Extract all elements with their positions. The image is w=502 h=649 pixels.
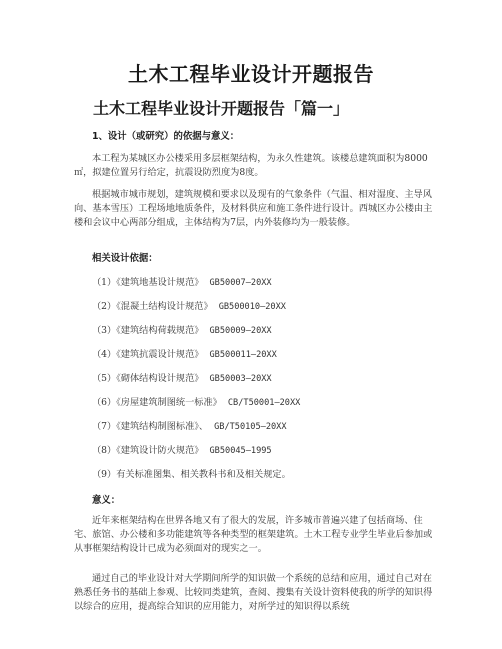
reference-item: （1）《建筑地基设计规范》 GB50007—20XX bbox=[92, 277, 272, 288]
paragraph-2: 根据城市城市规划，建筑规模和要求以及现有的气象条件（气温、相对湿度、主导风向、基本雪压）工程场地地质条件，及材料供应和施工条件进行设计。西城区办公楼由主楼和会议中心两部分组成，主体结构为7层，内外装修均为一般装修。 bbox=[74, 189, 433, 228]
paragraph-4: 通过自己的毕业设计对大学期间所学的知识做一个系统的总结和应用，通过自己对在熟悉任务书的基础上参观、比较同类建筑，查阅、搜集有关设计资料使我的所学的知识得以综合的应用，提高综合知识的应用能力，对所学过的知识得以系统 bbox=[74, 573, 433, 612]
reference-item: （5）《砌体结构设计规范》 GB50003—20XX bbox=[92, 373, 272, 384]
reference-item: （8）《建筑设计防火规范》 GB50045—1995 bbox=[92, 445, 272, 456]
basis-heading: 1、设计（或研究）的依据与意义： bbox=[92, 131, 240, 142]
reference-item: （3）《建筑结构荷载规范》 GB50009—20XX bbox=[92, 325, 272, 336]
document-title: 土木工程毕业设计开题报告 bbox=[128, 62, 374, 86]
reference-item: （6）《房屋建筑制图统一标准》 CB/T50001—20XX bbox=[92, 397, 301, 408]
paragraph-3: 近年来框架结构在世界各地又有了很大的发展，许多城市普遍兴建了包括商场、住宅、旅馆、办公楼和多功能建筑等各种类型的框架建筑。土木工程专业学生毕业后参加或从事框架结构设计已成为必须面对的现实之一。 bbox=[74, 515, 433, 554]
reference-item: （2）《混凝土结构设计规范》 GB500010—20XX bbox=[92, 301, 286, 312]
reference-item: （7）《建筑结构制图标准》、 GB/T50105—20XX bbox=[92, 421, 287, 432]
reference-item: （4）《建筑抗震设计规范》 GB500011—20XX bbox=[92, 349, 277, 360]
section-title: 土木工程毕业设计开题报告「篇一」 bbox=[93, 99, 350, 118]
design-basis-heading: 相关设计依据： bbox=[92, 253, 158, 264]
meaning-heading: 意义： bbox=[92, 495, 121, 506]
paragraph-1: 本工程为某城区办公楼采用多层框架结构，为永久性建筑。该楼总建筑面积为8000㎡，拟建位置另行给定，抗震设防烈度为8度。 bbox=[74, 153, 428, 178]
reference-item: （9）有关标准图集、相关教科书和及相关规定。 bbox=[92, 469, 291, 480]
